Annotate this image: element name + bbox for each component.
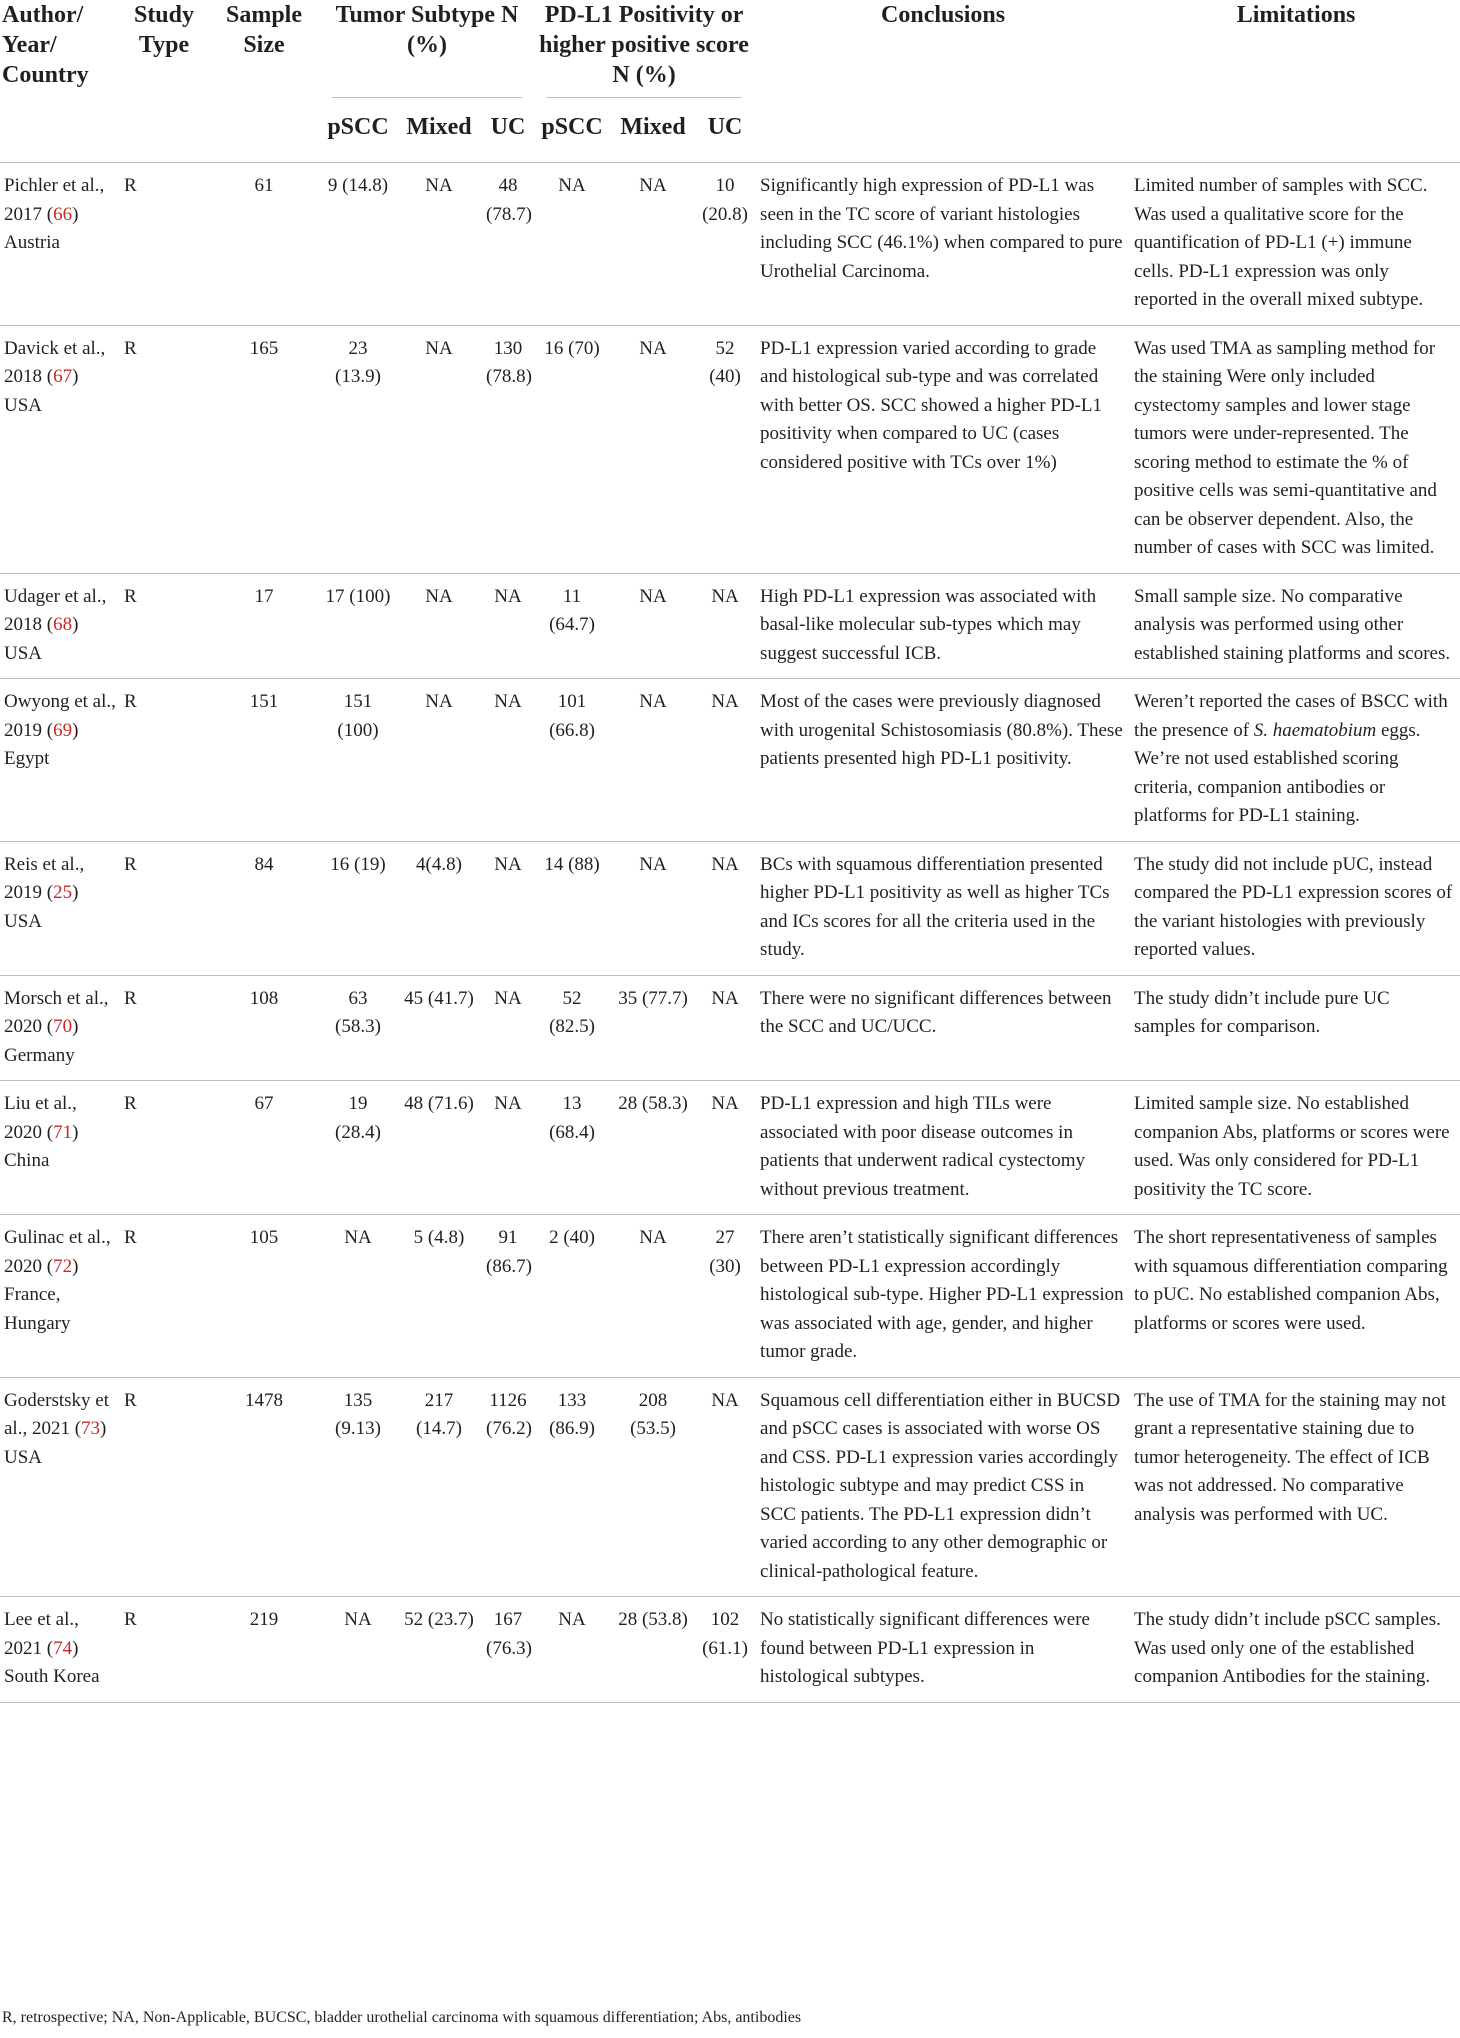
header-tumor-pscc: pSCC [327,114,389,140]
author-cell: Davick et al., 2018 (67) USA [4,337,106,416]
limitations-cell: The study did not include pUC, instead compared the PD-L1 expression scores of the variant histologies with previously reported values. [1134,853,1453,960]
table-row [0,573,1460,679]
sample-size-cell: 61 [254,175,274,196]
conclusions-cell: There aren’t statistically significant differences between PD-L1 expression accordingly histological sub-type. Higher PD-L1 expression was associated with age, gender, and higher tumor grade. [760,1227,1124,1362]
pdl1-pscc-cell: 11 (64.7) [549,585,595,635]
sample-size-cell: 17 [254,585,274,607]
tumor-uc-cell: NA [494,987,522,1009]
author-cell: Lee et al., 2021 (74) South Korea [4,1609,100,1687]
study-type-cell: R [124,1093,137,1114]
study-type-cell: R [124,1389,137,1411]
tumor-pscc-cell: 23 (13.9) [335,337,381,387]
reference-link[interactable]: 68 [53,614,73,635]
header-pdl1-mixed: Mixed [620,114,686,140]
tumor-mixed-cell: NA [425,175,453,196]
study-type-cell: R [124,1609,137,1630]
conclusions-cell: BCs with squamous differentiation presented higher PD-L1 positivity as well as higher TCs and ICs scores for all the criteria used in the study. [760,853,1110,960]
species-name: S. haematobium [1253,719,1377,741]
header-author: Author/ Year/ Country [2,2,89,88]
pdl1-mixed-cell: NA [639,1227,667,1248]
tumor-pscc-cell: 135 (9.13) [335,1389,381,1439]
pdl1-uc-cell: NA [711,853,739,875]
conclusions-cell: Squamous cell differentiation either in BUCSD and pSCC cases is associated with worse OS and CSS. PD-L1 expression varies accordingly histologic subtype and may predict CSS in SCC patients. The PD-L1 expression didn’t varied according to any other demographic or clinical-pathological feature. [760,1389,1121,1582]
conclusions-cell: High PD-L1 expression was associated with basal-like molecular sub-types which may suggest successful ICB. [760,585,1097,664]
sample-size-cell: 105 [249,1227,279,1248]
tumor-uc-cell: NA [494,853,522,875]
tumor-mixed-cell: 48 (71.6) [404,1093,474,1114]
table-footnote: R, retrospective; NA, Non-Applicable, BUCSC, bladder urothelial carcinoma with squamous differentiation; Abs, antibodies [2,2009,802,2026]
reference-link[interactable]: 69 [53,719,73,741]
tumor-uc-cell: 48 (78.7) [486,175,532,225]
pdl1-pscc-cell: 101 (66.8) [549,691,595,741]
pdl1-mixed-cell: NA [639,337,667,359]
tumor-mixed-cell: NA [425,691,453,712]
table-row [0,163,1460,326]
reference-link[interactable]: 70 [53,1016,73,1037]
pdl1-uc-cell: NA [711,691,739,712]
pdl1-mixed-cell: 35 (77.7) [618,987,688,1009]
study-type-cell: R [124,987,137,1009]
tumor-pscc-cell: NA [344,1227,372,1248]
study-type-cell: R [124,337,137,359]
author-cell: Reis et al., 2019 (25) USA [4,853,85,932]
limitations-cell: The short representativeness of samples with squamous differentiation comparing to pUC. No established companion Abs, platforms or scores were used. [1134,1227,1448,1334]
table-row [0,1377,1460,1597]
limitations-cell: The study didn’t include pure UC samples for comparison. [1134,987,1390,1037]
tumor-pscc-cell: NA [344,1609,372,1630]
pdl1-uc-cell: 10 (20.8) [702,175,748,225]
conclusions-cell: Significantly high expression of PD-L1 was seen in the TC score of variant histologies including SCC (46.1%) when compared to pure Urothelial Carcinoma. [760,175,1123,282]
tumor-pscc-cell: 17 (100) [325,585,391,607]
author-cell: Gulinac et al., 2020 (72) France, Hungary [4,1227,111,1334]
table-row [0,325,1460,573]
author-cell: Goderstsky et al., 2021 (73) USA [4,1389,110,1468]
header-tumor-mixed: Mixed [406,114,472,140]
pdl1-mixed-cell: 208 (53.5) [630,1389,676,1439]
author-cell: Liu et al., 2020 (71) China [4,1093,79,1171]
pdl1-pscc-cell: 52 (82.5) [549,987,595,1037]
pdl1-uc-cell: NA [711,987,739,1009]
tumor-pscc-cell: 63 (58.3) [335,987,381,1037]
header-pdl1-uc: UC [707,114,743,140]
study-type-cell: R [124,691,137,712]
tumor-uc-cell: 91 (86.7) [486,1227,532,1277]
header-study-type: Study Type [133,2,195,58]
tumor-mixed-cell: NA [425,337,453,359]
study-type-cell: R [124,853,137,875]
author-cell: Morsch et al., 2020 (70) Germany [4,987,109,1066]
limitations-cell: Limited number of samples with SCC. Was used a qualitative score for the quantification of PD-L1 (+) immune cells. PD-L1 expression was only reported in the overall mixed subtype. [1134,175,1428,310]
author-cell: Udager et al., 2018 (68) USA [4,585,107,664]
pdl1-mixed-cell: NA [639,175,667,196]
pdl1-uc-cell: 27 (30) [709,1227,741,1277]
pdl1-pscc-cell: NA [558,175,586,196]
tumor-uc-cell: NA [494,691,522,712]
pdl1-pscc-cell: 13 (68.4) [549,1093,595,1143]
conclusions-cell: There were no significant differences between the SCC and UC/UCC. [760,987,1112,1037]
pdl1-mixed-cell: 28 (53.8) [618,1609,688,1630]
pdl1-pscc-cell: 16 (70) [544,337,600,359]
header-limitations: Limitations [1236,2,1356,28]
tumor-pscc-cell: 9 (14.8) [327,175,389,196]
tumor-pscc-cell: 16 (19) [330,853,386,875]
author-cell: Owyong et al., 2019 (69) Egypt [4,691,116,769]
conclusions-cell: Most of the cases were previously diagnosed with urogenital Schistosomiasis (80.8%). These patients presented high PD-L1 positivity. [760,691,1123,769]
tumor-uc-cell: NA [494,585,522,607]
tumor-mixed-cell: 5 (4.8) [413,1227,465,1248]
conclusions-cell: PD-L1 expression and high TILs were associated with poor disease outcomes in patients that underwent radical cystectomy without previous treatment. [760,1093,1086,1200]
author-cell: Pichler et al., 2017 (66) Austria [4,175,105,253]
reference-link[interactable]: 67 [53,366,73,387]
sample-size-cell: 219 [249,1609,279,1630]
sample-size-cell: 151 [249,691,279,712]
pdl1-uc-cell: NA [711,585,739,607]
pdl1-mixed-cell: NA [639,691,667,712]
pdl1-pscc-cell: NA [558,1609,586,1630]
limitations-cell: Limited sample size. No established companion Abs, platforms or scores were used. Was only considered for PD-L1 positivity the TC score. [1134,1093,1450,1200]
pdl1-mixed-cell: NA [639,585,667,607]
header-pdl1-positivity: PD-L1 Positivity or higher positive score N (%) [534,0,754,98]
table-row [0,1215,1460,1378]
sample-size-cell: 67 [254,1093,274,1114]
header-tumor-uc: UC [490,114,526,140]
tumor-uc-cell: NA [494,1093,522,1114]
header-pdl1-pscc: pSCC [541,114,603,140]
pdl1-uc-cell: NA [711,1389,739,1411]
tumor-uc-cell: 167 (76.3) [486,1609,532,1659]
tumor-mixed-cell: 45 (41.7) [404,987,474,1009]
tumor-uc-cell: 130 (78.8) [486,337,532,387]
table-row [0,679,1460,842]
conclusions-cell: PD-L1 expression varied according to grade and histological sub-type and was correlated with better OS. SCC showed a higher PD-L1 positivity when compared to UC (cases considered positive with TCs over 1%) [760,337,1103,473]
pdl1-mixed-cell: NA [639,853,667,875]
pdl1-uc-cell: 52 (40) [709,337,741,387]
pdl1-pscc-cell: 133 (86.9) [549,1389,595,1439]
table-row [0,975,1460,1081]
reference-link[interactable]: 74 [53,1637,73,1659]
reference-link[interactable]: 71 [53,1121,73,1143]
limitations-cell: Small sample size. No comparative analysis was performed using other established staining platforms and scores. [1134,585,1451,664]
table-row [0,841,1460,975]
header-tumor-subtype: Tumor Subtype N (%) [320,0,534,98]
study-type-cell: R [124,585,137,607]
tumor-mixed-cell: 4(4.8) [416,853,462,875]
pdl1-pscc-cell: 2 (40) [549,1227,595,1248]
table-row [0,1081,1460,1215]
reference-link[interactable]: 66 [53,203,73,225]
pdl1-pscc-cell: 14 (88) [544,853,600,875]
limitations-cell: Weren’t reported the cases of BSCC with the presence of S. haematobium eggs. We’re not used established scoring criteria, companion antibodies or platforms for PD-L1 staining. [1134,691,1448,826]
sample-size-cell: 108 [249,987,279,1009]
study-type-cell: R [124,1227,137,1248]
tumor-pscc-cell: 19 (28.4) [335,1093,381,1143]
pdl1-uc-cell: NA [711,1093,739,1114]
tumor-mixed-cell: NA [425,585,453,607]
tumor-mixed-cell: 217 (14.7) [416,1389,462,1439]
tumor-pscc-cell: 151 (100) [337,691,379,741]
conclusions-cell: No statistically significant differences were found between PD-L1 expression in histological subtypes. [760,1609,1090,1687]
tumor-mixed-cell: 52 (23.7) [404,1609,474,1630]
table-row [0,1597,1460,1703]
reference-link[interactable]: 72 [53,1255,73,1277]
study-type-cell: R [124,175,137,196]
sample-size-cell: 1478 [245,1389,283,1411]
tumor-uc-cell: 1126 (76.2) [486,1389,532,1439]
limitations-cell: Was used TMA as sampling method for the staining Were only included cystectomy samples and lower stage tumors were under-represented. The scoring method to estimate the % of positive cells was semi-quantitative and can be observer dependent. Also, the number of cases with SCC was limited. [1134,337,1437,558]
sample-size-cell: 84 [254,853,274,875]
pdl1-mixed-cell: 28 (58.3) [618,1093,688,1114]
limitations-cell: The study didn’t include pSCC samples. Was used only one of the established companion Antibodies for the staining. [1134,1609,1441,1687]
reference-link[interactable]: 25 [53,882,73,903]
limitations-cell: The use of TMA for the staining may not grant a representative staining due to tumor heterogeneity. The effect of ICB was not addressed. No comparative analysis was performed with UC. [1134,1389,1447,1525]
sample-size-cell: 165 [249,337,279,359]
reference-link[interactable]: 73 [81,1418,101,1439]
pdl1-uc-cell: 102 (61.1) [702,1609,748,1659]
header-conclusions: Conclusions [881,2,1006,28]
header-sample-size: Sample Size [225,2,302,58]
